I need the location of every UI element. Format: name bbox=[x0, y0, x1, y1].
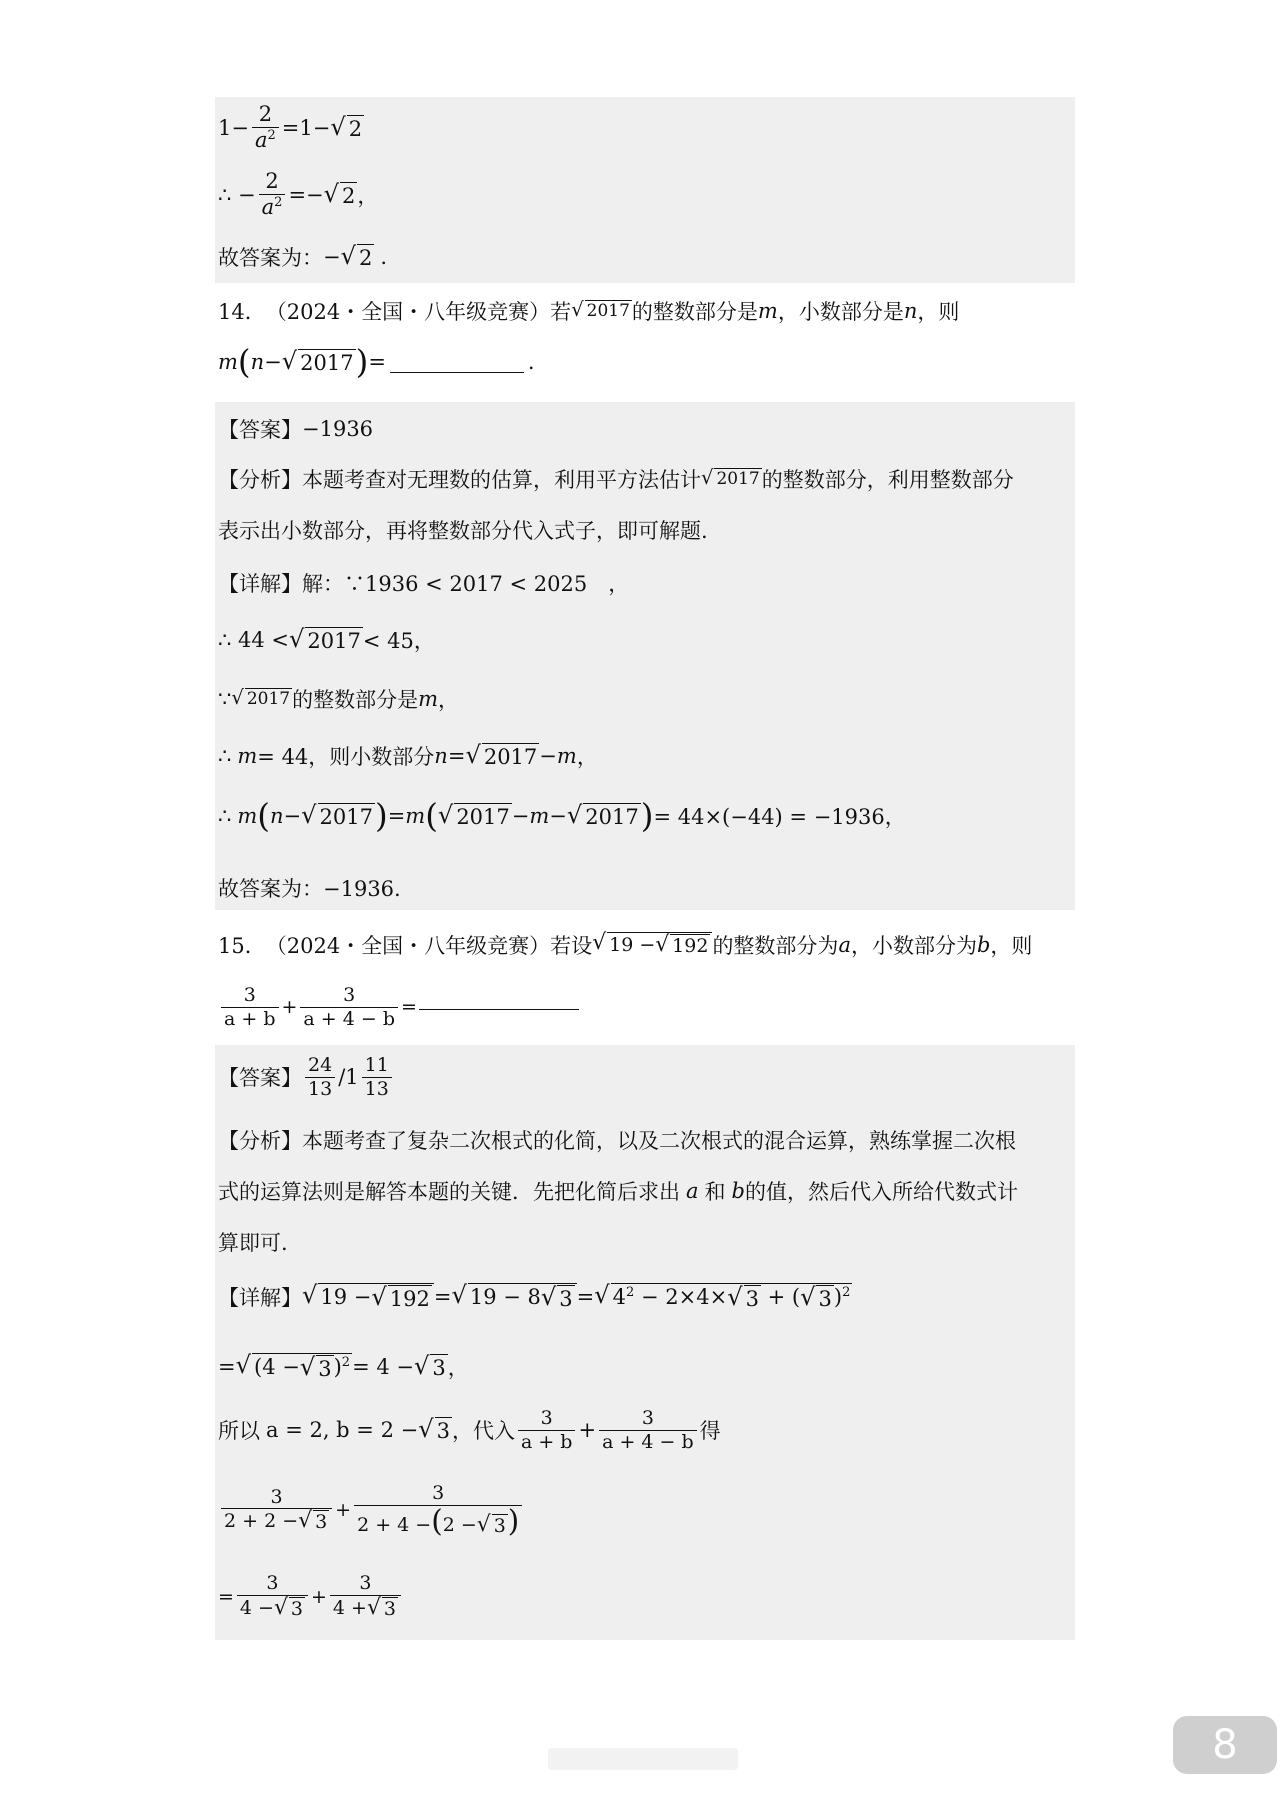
a14-detail-l5n: n bbox=[270, 804, 284, 829]
a14-detail-l2b: < 45， bbox=[362, 629, 435, 653]
sqrt: √ 2017 bbox=[231, 686, 291, 710]
q14-source: （2024・全国・八年级竞赛）若 bbox=[265, 300, 572, 324]
q15-plus: + bbox=[281, 996, 298, 1019]
b13-l3-rad: 2 bbox=[359, 245, 373, 270]
a15-l3f1d: a + b bbox=[518, 1430, 576, 1453]
a15-l2f: 3 bbox=[432, 1355, 446, 1380]
a15-l3a: 所以 bbox=[218, 1419, 260, 1444]
a15-s1b: 192 bbox=[389, 1287, 430, 1312]
b13-l2-rad: 2 bbox=[342, 183, 356, 208]
q14-l2-n: n bbox=[250, 350, 265, 375]
q14-t3: ，则 bbox=[917, 300, 960, 324]
a14-analysis-p1a: 本题考查对无理数的估算，利用平方法估计 bbox=[302, 468, 701, 492]
a14-detail-2 bbox=[218, 625, 435, 655]
a15-l4f1n: 3 bbox=[270, 1485, 283, 1508]
a14-detail-l3a: ∵ bbox=[218, 687, 232, 711]
a15-s3a-exp: 2 bbox=[626, 1284, 635, 1300]
a14-detail-l3b: 的整数部分是 bbox=[292, 688, 419, 712]
a15-l4f2d-b: 2 − bbox=[442, 1513, 477, 1536]
sqrt: √ 2017 bbox=[437, 801, 510, 830]
a15-analysis-p2a: 式的运算法则是解答本题的关键．先把化简后求出 bbox=[218, 1180, 680, 1204]
a15-l2e: = 4 − bbox=[352, 1355, 414, 1379]
a15-detail-5 bbox=[218, 1573, 404, 1621]
answer-tag: 【答案】 bbox=[218, 1066, 302, 1091]
sqrt: √ $4^2 - 2\times 4\times$ √ 3 + ( √ 3 )$^2$ bbox=[594, 1280, 851, 1312]
a14-detail-l5rad2: 2017 bbox=[456, 805, 510, 830]
a15-detail-1 bbox=[218, 1282, 852, 1312]
b13-l1-one: 1− bbox=[218, 115, 249, 140]
q14-l2-eq: = bbox=[368, 350, 386, 375]
a14-detail-l5rad3: 2017 bbox=[585, 805, 639, 830]
q15-t2: ，小数部分为 bbox=[850, 934, 977, 958]
b13-l2-pre: ∴ − bbox=[218, 182, 256, 207]
sqrt: √ 2017 bbox=[571, 298, 630, 322]
a15-s1eq: = bbox=[433, 1285, 452, 1309]
sqrt: √ 3 bbox=[366, 1594, 396, 1620]
a15-s3b: − 2×4× bbox=[634, 1284, 728, 1309]
sqrt: √ 3 bbox=[727, 1283, 759, 1312]
sqrt: √ 3 bbox=[418, 1415, 450, 1444]
a15-s1a: 19 − bbox=[320, 1284, 372, 1309]
a15-l5f2d-a: 4 + bbox=[332, 1596, 367, 1619]
b13-l2-num: 2 bbox=[265, 169, 279, 193]
page-number: 8 bbox=[1212, 1722, 1238, 1768]
a15-l3f2d: a + 4 − b bbox=[599, 1430, 697, 1453]
a15-l3e: 得 bbox=[699, 1419, 721, 1444]
a15-l5f1d-b: 3 bbox=[290, 1597, 303, 1620]
a15-s3f-exp: 2 bbox=[842, 1284, 851, 1300]
q14-t1: 的整数部分是 bbox=[631, 300, 758, 324]
a15-l2d: ) bbox=[333, 1354, 342, 1379]
a15-detail-2 bbox=[218, 1352, 469, 1382]
sqrt: √ (4 − √ 3 )$^2$ bbox=[235, 1350, 351, 1382]
blurred-watermark bbox=[548, 1748, 738, 1770]
a14-detail-l5minus2: − bbox=[549, 804, 567, 829]
a14-detail-l4a: ∴ bbox=[218, 744, 232, 768]
q15-source: （2024・全国・八年级竞赛）若设 bbox=[265, 934, 593, 958]
sqrt: √ 2 bbox=[323, 179, 356, 208]
a14-detail-l4m2: m bbox=[556, 744, 577, 768]
a15-l4f1d-b: 3 bbox=[315, 1511, 328, 1534]
a14-detail-l5m3: m bbox=[529, 804, 550, 829]
a14-answer bbox=[218, 414, 373, 444]
a15-l3plus: + bbox=[578, 1418, 597, 1443]
q15-line-1 bbox=[218, 930, 1032, 960]
a14-detail-l3m: m bbox=[418, 687, 439, 711]
b13-l2-post: ， bbox=[357, 183, 379, 208]
sqrt: √ 3 bbox=[476, 1511, 506, 1537]
a15-l5-frac-1 bbox=[237, 1573, 308, 1621]
a15-f1d: 13 bbox=[305, 1077, 335, 1100]
a15-l5f2d-b: 3 bbox=[383, 1597, 396, 1620]
a15-f1n: 24 bbox=[308, 1054, 333, 1076]
a15-l3d: ，代入 bbox=[451, 1419, 515, 1444]
a15-analysis-p2b: 和 bbox=[704, 1180, 726, 1204]
sqrt: √ 3 bbox=[413, 1351, 446, 1380]
a14-detail-l5m2: m bbox=[405, 804, 426, 829]
q14-var-m: m bbox=[757, 299, 778, 323]
b13-l3-post: . bbox=[380, 245, 388, 269]
a15-l3-frac-1 bbox=[518, 1408, 576, 1453]
a15-l4-frac-1 bbox=[221, 1487, 332, 1535]
a15-l4-frac-2: 3 2 + 4 −(2 − √ 3 ) bbox=[354, 1483, 522, 1538]
sqrt: √ 19 − √ 192 bbox=[592, 932, 712, 958]
sqrt: √ 2017 bbox=[465, 740, 538, 769]
a15-l4plus: + bbox=[335, 1499, 352, 1522]
b13-l1-den-exp: 2 bbox=[267, 128, 276, 144]
a15-s2a: 19 − 8 bbox=[469, 1284, 541, 1309]
q14-line-1 bbox=[218, 296, 959, 326]
a15-s3a: 4 bbox=[612, 1284, 627, 1309]
b13-l1-den: a bbox=[254, 128, 268, 153]
a15-l2c: 3 bbox=[318, 1357, 332, 1382]
b13-line-1 bbox=[218, 103, 364, 152]
q14-l1-rad: 2017 bbox=[586, 301, 630, 322]
a15-l2g: ， bbox=[447, 1356, 469, 1380]
a14-analysis-p2: 表示出小数部分，再将整数部分代入式子，即可解题. bbox=[218, 519, 708, 543]
a14-detail-l5minus: − bbox=[283, 804, 302, 829]
a15-slash: /1 bbox=[338, 1065, 359, 1090]
a15-s3f: ) bbox=[833, 1284, 843, 1309]
q15-number: 15． bbox=[218, 934, 266, 958]
a14-detail-l5mid: − bbox=[511, 804, 530, 829]
q15-f2d: a + 4 − b bbox=[300, 1007, 398, 1030]
q15-rad-a: 19 − bbox=[609, 934, 656, 956]
sqrt: √ 192 bbox=[655, 932, 709, 958]
sqrt: √ 3 bbox=[273, 1594, 303, 1620]
sqrt: √ 19 − √ 192 bbox=[302, 1283, 434, 1312]
q15-f1d: a + b bbox=[221, 1007, 279, 1030]
sqrt: √ 2 bbox=[340, 241, 373, 270]
a14-detail-4 bbox=[218, 741, 598, 771]
analysis-tag: 【分析】 bbox=[218, 468, 302, 492]
sqrt: √ 2017 bbox=[566, 801, 639, 830]
a14-detail-l1: 解：∵1936 < 2017 < 2025 ， bbox=[302, 572, 630, 596]
b13-l1-frac bbox=[252, 103, 279, 152]
a14-answer-value: −1936 bbox=[302, 417, 374, 441]
q15-line-2 bbox=[218, 985, 583, 1030]
q14-l2-m: m bbox=[218, 350, 238, 375]
a14-analysis-1 bbox=[218, 464, 1014, 494]
a15-l3-frac-2 bbox=[599, 1408, 697, 1453]
a14-detail-l5eq: = bbox=[387, 804, 406, 829]
a14-detail-l4c: = bbox=[447, 744, 466, 768]
q15-frac-2 bbox=[300, 985, 398, 1030]
a15-l5eq: = bbox=[218, 1585, 234, 1608]
q15-t1: 的整数部分为 bbox=[712, 934, 839, 958]
a15-l5f2n: 3 bbox=[359, 1572, 372, 1594]
q15-var-a: a bbox=[838, 933, 851, 957]
a15-answer bbox=[218, 1055, 395, 1100]
answer-blank bbox=[390, 352, 524, 373]
b13-l1-num: 2 bbox=[258, 102, 273, 126]
a15-detail-4 bbox=[218, 1483, 525, 1538]
a15-analysis-var-a: a bbox=[686, 1179, 699, 1203]
q14-l2-rad: 2017 bbox=[300, 351, 354, 376]
analysis-tag: 【分析】 bbox=[218, 1129, 302, 1153]
q14-line-2: m ( n − √ 2017 ) = . bbox=[218, 343, 535, 381]
a14-detail-6 bbox=[218, 873, 401, 903]
q14-var-n: n bbox=[903, 299, 918, 323]
sqrt: √ 3 bbox=[298, 1508, 328, 1534]
a14-detail-l2a: ∴ 44 < bbox=[218, 628, 290, 652]
a14-detail-l4b: = 44，则小数部分 bbox=[257, 745, 435, 769]
q14-number: 14． bbox=[218, 300, 266, 324]
b13-l3-neg: − bbox=[323, 245, 341, 269]
q15-frac-1 bbox=[221, 985, 279, 1030]
a15-l4f2d-c: 3 bbox=[493, 1514, 506, 1537]
sqrt: √ 2017 bbox=[289, 624, 361, 653]
b13-l1-eq: =1− bbox=[281, 115, 331, 140]
sqrt: √ 3 bbox=[540, 1283, 573, 1312]
sqrt: √ 3 bbox=[299, 1353, 332, 1382]
a15-l3f2n: 3 bbox=[641, 1407, 654, 1429]
q14-t2: ，小数部分是 bbox=[777, 300, 904, 324]
a14-detail-l5tail: = 44×(−44) = −1936， bbox=[653, 805, 906, 830]
a15-l2exp: 2 bbox=[341, 1354, 351, 1370]
a15-l5-frac-2 bbox=[330, 1573, 401, 1621]
a14-detail-l2rad: 2017 bbox=[307, 628, 361, 653]
a15-l2a: = bbox=[218, 1355, 236, 1379]
sqrt: √ 2017 bbox=[301, 801, 373, 830]
a15-l4f2n: 3 bbox=[432, 1482, 445, 1504]
q14-l2-end: . bbox=[527, 350, 535, 375]
sqrt: √ 3 bbox=[800, 1283, 832, 1312]
b13-l2-den: a bbox=[261, 195, 275, 220]
q15-eq: = bbox=[401, 996, 417, 1019]
a14-analysis-rad: 2017 bbox=[716, 469, 760, 490]
a14-detail-l4d: − bbox=[539, 744, 557, 768]
sqrt: √ 19 − 8 √ 3 bbox=[451, 1283, 576, 1312]
a14-detail-l3rad: 2017 bbox=[246, 689, 291, 710]
b13-l3-text: 故答案为： bbox=[218, 246, 323, 270]
a15-analysis-p2c: 的值，然后代入所给代数式计 bbox=[744, 1180, 1018, 1204]
a14-detail-l4n: n bbox=[434, 744, 448, 768]
a14-detail-l6: 故答案为：−1936. bbox=[218, 877, 401, 901]
answer-tag: 【答案】 bbox=[218, 418, 302, 442]
sqrt: √ 192 bbox=[371, 1283, 430, 1312]
a14-analysis-p1b: 的整数部分，利用整数部分 bbox=[761, 468, 1014, 492]
a15-s3d: + ( bbox=[760, 1284, 801, 1309]
a15-analysis-p1: 本题考查了复杂二次根式的化简，以及二次根式的混合运算，熟练掌握二次根 bbox=[302, 1129, 1016, 1153]
a15-l3b: a = 2, b = 2 − bbox=[266, 1418, 419, 1443]
a15-s2eq: = bbox=[576, 1285, 595, 1309]
a15-s2b: 3 bbox=[559, 1287, 573, 1312]
a15-analysis-2 bbox=[218, 1176, 1018, 1206]
a14-detail-l4e: ， bbox=[576, 745, 598, 769]
a14-detail-l3c: ， bbox=[438, 688, 460, 712]
a15-l2b: (4 − bbox=[254, 1354, 300, 1379]
a14-detail-3 bbox=[218, 684, 459, 714]
a15-l3f1n: 3 bbox=[540, 1407, 553, 1429]
a15-l4f1d-a: 2 + 2 − bbox=[224, 1510, 299, 1533]
b13-line-2 bbox=[218, 170, 378, 219]
page-number-badge bbox=[1173, 1716, 1277, 1774]
a14-detail-5: ∴ m ( n − √ 2017 ) = m ( √ 2017 − m − √ 2017 ) = 44×(−44) = −1936， bbox=[218, 797, 906, 835]
detail-tag: 【详解】 bbox=[218, 1286, 302, 1310]
a15-analysis-p3: 算即可. bbox=[218, 1231, 288, 1255]
a15-frac-2 bbox=[362, 1055, 392, 1100]
a14-detail-l5m: m bbox=[237, 804, 258, 829]
b13-l2-frac bbox=[259, 170, 286, 219]
b13-line-3 bbox=[218, 242, 387, 272]
a15-f2d: 13 bbox=[362, 1077, 392, 1100]
sqrt: √ 2017 bbox=[701, 466, 760, 490]
a15-l5f1d-a: 4 − bbox=[239, 1596, 274, 1619]
a15-analysis-3 bbox=[218, 1227, 288, 1257]
a14-analysis-2 bbox=[218, 515, 708, 545]
b13-l2-eq: =− bbox=[288, 182, 324, 207]
q15-f1n: 3 bbox=[243, 984, 256, 1006]
a15-analysis-var-b: b bbox=[731, 1179, 745, 1203]
a14-detail-l5a: ∴ bbox=[218, 804, 232, 829]
sqrt: √ 2 bbox=[330, 112, 363, 141]
a15-l3c: 3 bbox=[436, 1419, 450, 1444]
detail-tag: 【详解】 bbox=[218, 572, 302, 596]
a15-f2n: 11 bbox=[364, 1054, 389, 1076]
b13-l1-rad: 2 bbox=[348, 116, 363, 141]
a15-analysis-1 bbox=[218, 1125, 1016, 1155]
q15-rad-b: 192 bbox=[672, 935, 709, 958]
a15-s3c: 3 bbox=[745, 1287, 759, 1312]
a15-detail-3 bbox=[218, 1408, 721, 1453]
a14-detail-l4rad: 2017 bbox=[483, 744, 538, 769]
a14-detail-1 bbox=[218, 568, 629, 598]
q15-var-b: b bbox=[976, 933, 991, 957]
a14-detail-l4m: m bbox=[237, 744, 258, 768]
a15-frac-1 bbox=[305, 1055, 335, 1100]
a15-s3e: 3 bbox=[818, 1287, 832, 1312]
answer-blank bbox=[419, 1005, 579, 1010]
a15-l4f2d-a: 2 + 4 − bbox=[357, 1513, 432, 1536]
b13-l2-den-exp: 2 bbox=[274, 195, 283, 211]
q14-l2-minus: − bbox=[264, 350, 282, 375]
a15-l5plus: + bbox=[311, 1585, 327, 1608]
q15-f2n: 3 bbox=[343, 984, 356, 1006]
q15-t3: ，则 bbox=[990, 934, 1033, 958]
a14-detail-l5rad: 2017 bbox=[319, 805, 373, 830]
a15-l5f1n: 3 bbox=[266, 1572, 279, 1594]
sqrt: √ 2017 bbox=[281, 347, 354, 376]
